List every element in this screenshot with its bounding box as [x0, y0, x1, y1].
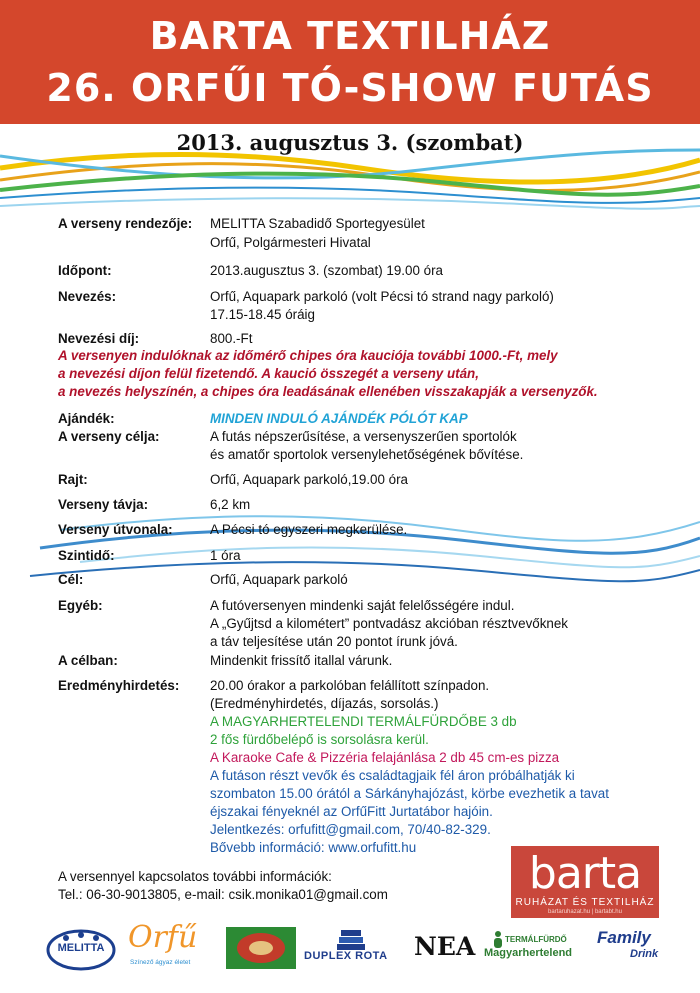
nevezes-value-1: Orfű, Aquapark parkoló (volt Pécsi tó strand nagy parkoló): [210, 289, 554, 304]
melitta-logo-text: MELITTA: [57, 942, 105, 954]
title-line-1: BARTA TEXTILHÁZ: [149, 14, 551, 58]
nevezes-label: Nevezés:: [58, 289, 117, 304]
termal-line-2: 2 fős fürdőbelépő is sorsolásra kerül.: [210, 732, 429, 747]
chip-note-1: A versenyen indulóknak az időmérő chipes óra kauciója további 1000.-Ft, mely: [58, 348, 558, 363]
egyeb-value-2: A „Gyűjtsd a kilométert” pontvadász akcióban résztvevőknek: [210, 616, 568, 631]
egyeb-value-1: A futóversenyen mindenki saját felelősségére indul.: [210, 598, 515, 613]
contact-line-2: Tel.: 06-30-9013805, e-mail: csik.monika01@gmail.com: [58, 887, 388, 902]
chip-note-3: a nevezés helyszínén, a chipes óra leadásának ellenében visszakapják a versenyzők.: [58, 384, 598, 399]
dij-value: 800.-Ft: [210, 331, 253, 346]
duplex-rota-text: DUPLEX ROTA: [304, 950, 388, 962]
celban-label: A célban:: [58, 653, 118, 668]
nea-logo-text: NEA: [414, 932, 476, 961]
barta-logo-sub: RUHÁZAT ÉS TEXTILHÁZ: [515, 897, 655, 908]
chip-note-2: a nevezési díjon felül fizetendő. A kaució összegét a verseny után,: [58, 366, 479, 381]
celhely-value: Orfű, Aquapark parkoló: [210, 572, 348, 587]
szintido-value: 1 óra: [210, 548, 241, 563]
termalfurdo-icon: [491, 930, 505, 948]
hajo-line-3: éjszakai fényeknél az OrfűFitt Jurtatábor hajóin.: [210, 804, 493, 819]
utvonal-value: A Pécsi tó egyszeri megkerülése.: [210, 522, 408, 537]
egyeb-label: Egyéb:: [58, 598, 103, 613]
termalfurdo-text-2: Magyarhertelend: [484, 947, 573, 959]
family-drink-text-1: Family: [597, 928, 651, 947]
karaoke-logo-icon: [226, 927, 296, 969]
orfu-logo-text: Orfű: [128, 920, 198, 955]
szintido-label: Szintidő:: [58, 548, 115, 563]
rajt-value: Orfű, Aquapark parkoló,19.00 óra: [210, 472, 409, 487]
rendezo-value-2: Orfű, Polgármesteri Hivatal: [210, 235, 371, 250]
barta-logo-name: barta: [528, 848, 642, 899]
celban-value: Mindenkit frissítő itallal várunk.: [210, 653, 393, 668]
rajt-label: Rajt:: [58, 472, 88, 487]
family-drink-text-2: Drink: [630, 948, 659, 960]
duplex-rota-icon: [337, 930, 365, 950]
hajo-line-2: szombaton 15.00 órától a Sárkányhajózást, körbe evezhetik a tavat: [210, 786, 609, 801]
karaoke-line: A Karaoke Cafe & Pizzéria felajánlása 2 db 45 cm-es pizza: [210, 750, 560, 765]
rendezo-label: A verseny rendezője:: [58, 216, 193, 231]
idopont-label: Időpont:: [58, 263, 112, 278]
orfu-logo-tagline: Színező ágyaz életet: [130, 959, 191, 966]
nevezes-value-2: 17.15-18.45 óráig: [210, 307, 315, 322]
tav-value: 6,2 km: [210, 497, 251, 512]
cel-value-2: és amatőr sportolok versenylehetőségének bővítése.: [210, 447, 524, 462]
utvonal-label: Verseny útvonala:: [58, 522, 173, 537]
bovebb-line: Bővebb információ: www.orfufitt.hu: [210, 840, 417, 855]
barta-logo-url: bartaruhazat.hu | bartabt.hu: [548, 909, 622, 915]
dij-label: Nevezési díj:: [58, 331, 140, 346]
cel-label: A verseny célja:: [58, 429, 160, 444]
idopont-value: 2013.augusztus 3. (szombat) 19.00 óra: [210, 263, 443, 278]
jelentkezes-line: Jelentkezés: orfufitt@gmail.com, 70/40-82-329.: [210, 822, 491, 837]
eredmeny-value-1: 20.00 órakor a parkolóban felállított színpadon.: [210, 678, 490, 693]
termal-line-1: A MAGYARHERTELENDI TERMÁLFÜRDŐBE 3 db: [210, 714, 517, 729]
eredmeny-label: Eredményhirdetés:: [58, 678, 180, 693]
ajandek-value: MINDEN INDULÓ AJÁNDÉK PÓLÓT KAP: [210, 411, 468, 426]
eredmeny-value-2: (Eredményhirdetés, díjazás, sorsolás.): [210, 696, 439, 711]
termalfurdo-text-1: TERMÁLFÜRDŐ: [505, 935, 567, 944]
tav-label: Verseny távja:: [58, 497, 149, 512]
egyeb-value-3: a táv teljesítése után 20 pontot írunk jóvá.: [210, 634, 458, 649]
cel-value-1: A futás népszerűsítése, a versenyszerűen sportolók: [210, 429, 517, 444]
hajo-line-1: A futáson részt vevők és családtagjaik fél áron próbálhatják ki: [210, 768, 575, 783]
ajandek-label: Ajándék:: [58, 411, 115, 426]
rendezo-value-1: MELITTA Szabadidő Sportegyesület: [210, 216, 425, 231]
barta-logo: [511, 846, 659, 918]
title-line-2: 26. ORFŰI TÓ-SHOW FUTÁS: [46, 66, 654, 110]
event-date: 2013. augusztus 3. (szombat): [176, 130, 524, 155]
contact-line-1: A versennyel kapcsolatos további információk:: [58, 869, 332, 884]
celhely-label: Cél:: [58, 572, 84, 587]
